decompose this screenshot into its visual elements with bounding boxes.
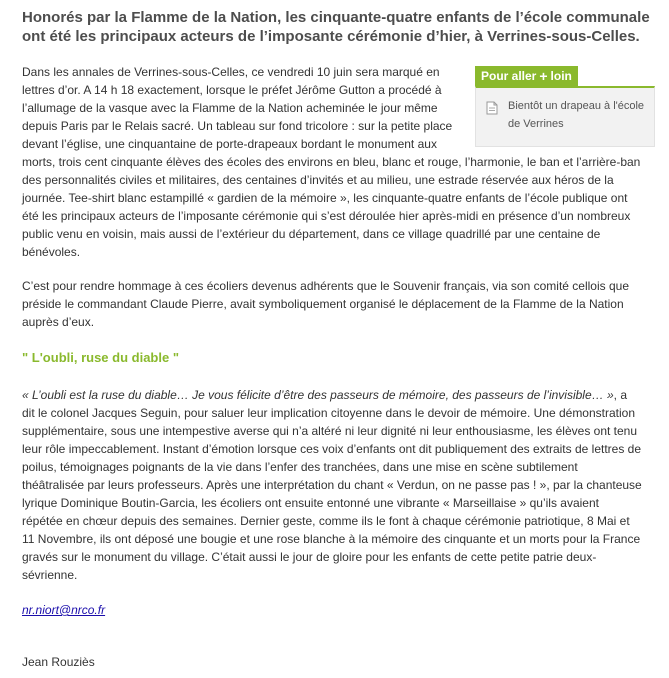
related-tab-label-end: loin	[550, 69, 572, 83]
author-name: Jean Rouziès	[22, 655, 95, 669]
email-link[interactable]: nr.niort@nrco.fr	[22, 603, 106, 617]
paragraph-hommage: C’est pour rendre hommage à ces écoliers devenus adhérents que le Souvenir français, via son comité cellois que préside le commandant Claude Pierre, avait symboliquement organisé le déplacement de la Flamme de la Nation auprès d’eux.	[22, 279, 629, 329]
section-subheading: " L'oubli, ruse du diable "	[22, 350, 179, 365]
paragraph-intro-top: Dans les annales de Verrines-sous-Celles, ce vendredi 10 juin sera marqué en lettres d’or. A 14 h 18 exactement, lorsque le préfet Jérôme Gutton a procédé à l’allumage de la vasque avec la Flamme de la Nation acheminée le jour même depuis Paris par le Relais sacré. Un tableau sur fond tricolore : sur la petite place devant l’église, une cinquantaine de porte-drapeaux bordant le monument aux	[22, 65, 453, 151]
paragraph-intro	[22, 63, 645, 261]
paragraph-quote	[22, 386, 642, 584]
related-link-text[interactable]: Bientôt un drapeau à l'école de Verrines	[508, 100, 645, 130]
plus-icon: +	[539, 68, 548, 84]
related-tab-label: Pour aller	[481, 69, 537, 83]
article-headline: Honorés par la Flamme de la Nation, les cinquante-quatre enfants de l’école communale ont été les principaux acteurs de l’imposante cérémonie d’hier, à Verrines-sous-Celles.	[22, 9, 650, 45]
paragraph-quote-rest: , a dit le colonel Jacques Seguin, pour saluer leur implication citoyenne dans le devoir de mémoire. Une démonstration supplémentaire, sous une intempestive averse qui n’a altéré ni leur dignité ni leur enthousiasme, les élèves ont tenu leur rôle impeccablement. Instant d’émotion lorsque ces voix d’enfants ont dit publiquement des extraits de lettres de poilus, témoignages poignants de la vie dans l’enfer des tranchées, dans une mise en scène subtilement théâtralisée par leurs professeurs. Après une interprétation du chant « Verdun, on ne passe pas ! », par la chanteuse lyrique Dominique Boutin-Garcia, les écoliers ont ensuite entonné une vibrante « Marseillaise » qu’ils avaient répétée en chœur depuis des semaines. Dernier geste, comme ils le font à chaque cérémonie patriotique, 8 Mai et 11 Novembre, ils ont déposé une bougie et une rose blanche à la mémoire des cinquante et un morts pour la France gravés sur le monument du village. C’était aussi le jour de gloire pour les enfants de cette petite patrie deux-sévrienne.	[22, 388, 642, 582]
quote-text: « L’oubli est la ruse du diable… Je vous félicite d’être des passeurs de mémoire, des passeurs de l’invisible… »	[22, 388, 614, 402]
paragraph-intro-rest: morts, trois cent cinquante élèves des écoles des environs en bleu, blanc et rouge, l’harmonie, le ban et l’arrière-ban des personnalités civiles et militaires, des centaines d’invités et au milieu, une estrade réservée aux héros de la journée. Tee-shirt blanc estampillé « gardien de la mémoire », les cinquante-quatre enfants de l’école publique ont été les principaux acteurs de l’imposante cérémonie qui s’est déroulée hier après-midi en présence d’un nombreux public venu en voisin, mais aussi de l’extérieur du département, dans ce village quadrillé par une centaine de bénévoles.	[22, 155, 641, 259]
